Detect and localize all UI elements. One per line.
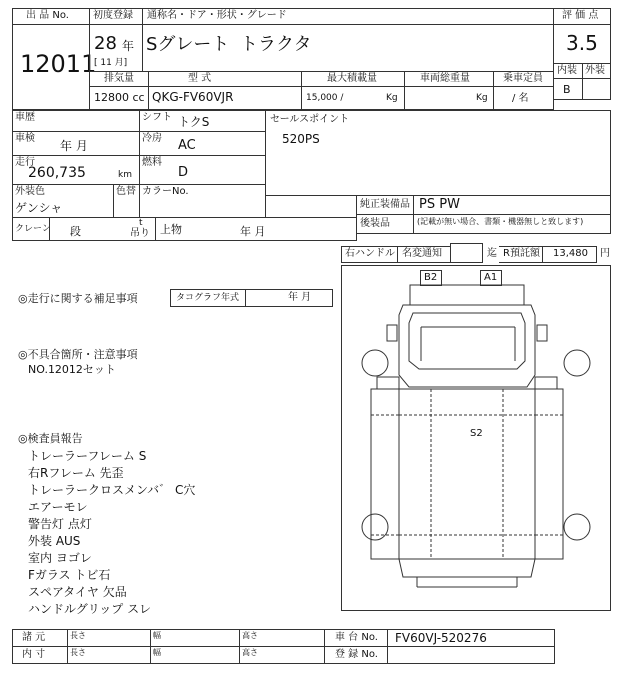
mileage-label: 走行 bbox=[15, 157, 35, 168]
yen-unit: 円 bbox=[600, 248, 610, 259]
crane-lift: 吊り bbox=[130, 228, 150, 239]
equip-label: 純正装備品 bbox=[360, 199, 410, 210]
inspector-report-line: スペアタイヤ 欠品 bbox=[28, 585, 127, 599]
inspector-report-line: 室内 ヨゴレ bbox=[28, 551, 92, 565]
capacity: / 名 bbox=[512, 93, 529, 104]
inspector-report-line: 警告灯 点灯 bbox=[28, 517, 92, 531]
recycle-label: R預託額 bbox=[503, 248, 540, 259]
inspection-value: 年 月 bbox=[60, 139, 88, 153]
specs-height-label: 高さ bbox=[242, 631, 258, 640]
mileage-unit: km bbox=[118, 170, 132, 180]
shift-label: シフト bbox=[142, 112, 172, 123]
score-label: 評 価 点 bbox=[562, 10, 599, 21]
mark-b2: B2 bbox=[424, 272, 438, 283]
interior-label: 内装 bbox=[557, 65, 577, 76]
fuel: D bbox=[178, 165, 189, 180]
aftermarket-note: (記載が無い場合、書類・機器無しと致します) bbox=[417, 217, 584, 226]
reg-label: 登 録 No. bbox=[335, 649, 378, 660]
defect-text: NO.12012セット bbox=[28, 363, 116, 376]
inspector-report-line: 右Rフレーム 先歪 bbox=[28, 466, 124, 480]
crane-label: クレーン bbox=[15, 224, 51, 234]
model-name: Sグレート bbox=[146, 34, 230, 55]
aftermarket-label: 後装品 bbox=[360, 218, 390, 229]
specs-label: 諸 元 bbox=[22, 632, 46, 643]
interior-width-label: 幅 bbox=[153, 648, 161, 657]
inspector-report-list bbox=[28, 448, 328, 618]
specs-width-label: 幅 bbox=[153, 631, 161, 640]
history-label: 車歴 bbox=[15, 112, 35, 123]
tacho-value: 年 月 bbox=[288, 292, 312, 303]
interior-width-cell bbox=[150, 646, 240, 664]
specs-length-label: 長さ bbox=[70, 631, 86, 640]
ext-color: ゲンシャ bbox=[15, 201, 63, 215]
first-reg-label: 初度登録 bbox=[93, 10, 133, 21]
first-reg-year: 28 bbox=[94, 33, 117, 54]
inspector-report-line: Fガラス トビ石 bbox=[28, 568, 111, 582]
odometer-change: 名変通知 bbox=[402, 248, 442, 259]
retrieval-label: 迄 bbox=[487, 248, 497, 259]
sales-point: 520PS bbox=[282, 132, 320, 146]
inspector-report-line: ハンドルグリップ スレ bbox=[28, 602, 152, 616]
chassis-no: FV60VJ-520276 bbox=[395, 631, 487, 645]
lot-no: 12011 bbox=[20, 50, 97, 78]
first-reg-month: [ 11 月] bbox=[94, 58, 128, 68]
body-up-label: 上物 bbox=[160, 223, 182, 236]
interior-height-label: 高さ bbox=[242, 648, 258, 657]
ac-label: 冷房 bbox=[142, 133, 162, 144]
displacement: 12800 cc bbox=[94, 91, 145, 104]
model-code-label: 型 式 bbox=[188, 73, 212, 84]
body-up-value: 年 月 bbox=[240, 225, 266, 238]
tacho-label: タコグラフ年式 bbox=[176, 293, 240, 303]
ac: AC bbox=[178, 138, 196, 153]
inspector-report-line: トレーラーフレーム S bbox=[28, 449, 147, 463]
interior-dim-label: 内 寸 bbox=[22, 649, 46, 660]
mark-a1: A1 bbox=[484, 272, 498, 283]
model-code: QKG-FV60VJR bbox=[152, 90, 234, 104]
inspection-label: 車検 bbox=[15, 133, 35, 144]
fuel-label: 燃料 bbox=[142, 157, 162, 168]
kg-unit-1: Kg bbox=[386, 93, 398, 103]
inspector-report-line: 外装 AUS bbox=[28, 534, 81, 548]
inspector-report-line: エアーモレ bbox=[28, 500, 88, 514]
recycle-amount: 13,480 bbox=[553, 248, 588, 259]
displacement-label: 排気量 bbox=[104, 73, 134, 84]
shift: トクS bbox=[178, 115, 210, 129]
mark-s2: S2 bbox=[470, 428, 483, 439]
interior-length-label: 長さ bbox=[70, 648, 86, 657]
gross-weight-label: 車両総重量 bbox=[420, 73, 470, 84]
crane-t: t bbox=[139, 218, 143, 228]
ext-color-label: 外装色 bbox=[15, 186, 45, 197]
drive-notes-title: ◎走行に関する補足事項 bbox=[18, 292, 138, 305]
score: 3.5 bbox=[566, 31, 598, 55]
body-type: トラクタ bbox=[240, 34, 312, 55]
mileage: 260,735 bbox=[28, 165, 86, 181]
reg-no-cell bbox=[387, 646, 555, 664]
kg-unit-2: Kg bbox=[476, 93, 488, 103]
color-change-label: 色替 bbox=[116, 186, 136, 197]
model-code-header bbox=[148, 71, 302, 87]
defect-title: ◎不具合箇所・注意事項 bbox=[18, 348, 138, 361]
inspector-report-line: トレーラークロスメンバ゛ C穴 bbox=[28, 483, 196, 497]
interior-grade: B bbox=[563, 83, 571, 96]
year-unit: 年 bbox=[122, 39, 135, 53]
capacity-label: 乗車定員 bbox=[503, 73, 543, 84]
max-load: 15,000 / bbox=[306, 93, 344, 103]
name-label: 通称名・ドア・形状・グレード bbox=[147, 10, 287, 21]
max-load-label: 最大積載量 bbox=[327, 73, 377, 84]
exterior-label: 外装 bbox=[585, 65, 605, 76]
chassis-label: 車 台 No. bbox=[335, 632, 378, 643]
equip: PS PW bbox=[419, 197, 460, 212]
exterior-grade-cell bbox=[582, 78, 611, 100]
odometer-change-box bbox=[450, 243, 483, 263]
inspector-title: ◎検査員報告 bbox=[18, 432, 83, 445]
steering: 右ハンドル bbox=[345, 248, 395, 259]
color-code-label: カラーNo. bbox=[142, 186, 189, 197]
crane-steps: 段 bbox=[70, 225, 81, 238]
lot-no-label: 出 品 No. bbox=[26, 10, 69, 21]
sales-point-label: セールスポイント bbox=[270, 114, 350, 125]
specs-width-cell bbox=[150, 629, 240, 647]
